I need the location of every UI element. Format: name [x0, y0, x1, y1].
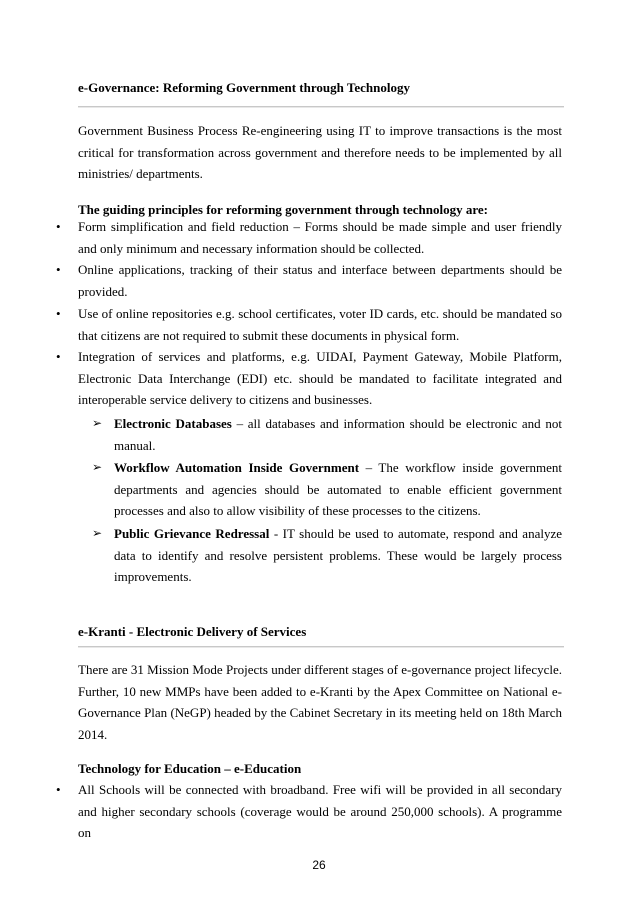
arrow-bullet-icon: ➢: [92, 526, 103, 540]
ekranti-paragraph: There are 31 Mission Mode Projects under different stages of e-governance project lifecycle. Further, 10 new MMPs have been added to e-Kranti by the Apex Committee on National e-Governance Plan (NeGP) headed by the Cabinet Secretary in its meeting held on 18th March 2014.: [78, 662, 562, 742]
heading-rule: [78, 646, 564, 647]
bullet-text: Integration of services and platforms, e.g. UIDAI, Payment Gateway, Mobile Platform, Electronic Data Interchange (EDI) etc. should be mandated to facilitate integrated and interoperable service delivery to citizens and businesses.: [78, 349, 562, 407]
section-heading-egovernance: e-Governance: Reforming Government through Technology: [78, 80, 410, 95]
sub-bullet-term: Electronic Databases: [114, 416, 232, 431]
bullet-icon: •: [56, 219, 61, 234]
sub-bullet-term: Public Grievance Redressal: [114, 526, 270, 541]
bullet-icon: •: [56, 262, 61, 277]
sub-bullet-text: – all databases and information should be electronic and not manual.: [114, 416, 562, 453]
bullet-item: [56, 346, 562, 411]
bullet-item: [56, 259, 562, 302]
sub-bullet-item: [92, 523, 563, 588]
principles-heading: The guiding principles for reforming government through technology are:: [78, 202, 488, 217]
sub-bullet-text: – The workflow inside government departments and agencies should be automated to enable efficient government processes and also to allow visibility of these processes to the citizens.: [114, 460, 563, 518]
heading-rule: [78, 106, 564, 107]
section-heading-eeducation: Technology for Education – e-Education: [78, 761, 302, 776]
bullet-item: [56, 303, 562, 346]
bullet-item: [56, 779, 562, 844]
sub-bullet-item: [92, 413, 562, 456]
sub-bullet-item: [92, 457, 563, 522]
bullet-text: Form simplification and field reduction – Forms should be made simple and user friendly and only minimum and necessary information should be collected.: [78, 219, 562, 256]
bullet-icon: •: [56, 782, 61, 797]
sub-bullet-text: - IT should be used to automate, respond and analyze data to identify and resolve persistent problems. These would be largely process improvements.: [114, 526, 563, 584]
bullet-text: Online applications, tracking of their status and interface between departments should be provided.: [78, 262, 562, 299]
section-heading-ekranti: e-Kranti - Electronic Delivery of Services: [78, 624, 307, 639]
arrow-bullet-icon: ➢: [92, 460, 103, 474]
intro-paragraph: Government Business Process Re-engineering using IT to improve transactions is the most critical for transformation across government and therefore needs to be implemented by all ministries/ departments.: [78, 123, 562, 181]
bullet-text: All Schools will be connected with broadband. Free wifi will be provided in all secondary and higher secondary schools (coverage would be around 250,000 schools). A programme on: [78, 782, 562, 840]
sub-bullet-term: Workflow Automation Inside Government: [114, 460, 360, 475]
bullet-item: [56, 216, 562, 259]
page-number: 26: [312, 858, 326, 872]
arrow-bullet-icon: ➢: [92, 416, 103, 430]
bullet-icon: •: [56, 349, 61, 364]
bullet-text: Use of online repositories e.g. school certificates, voter ID cards, etc. should be mandated so that citizens are not required to submit these documents in physical form.: [78, 306, 562, 343]
bullet-icon: •: [56, 306, 61, 321]
